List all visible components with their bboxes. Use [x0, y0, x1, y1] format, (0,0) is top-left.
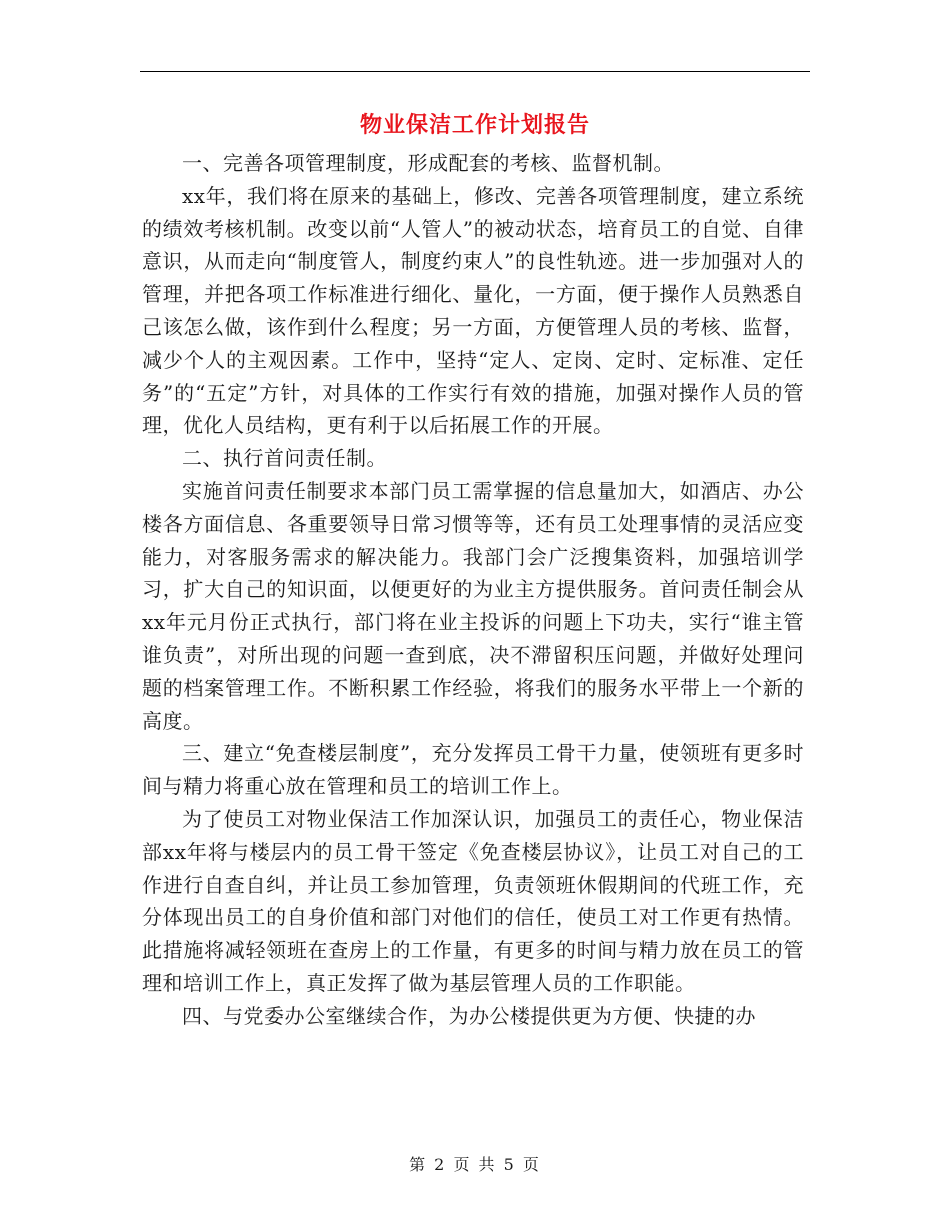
section-heading-2: 二、执行首问责任制。	[182, 446, 387, 471]
body-paragraph-2: 实施首问责任制要求本部门员工需掌握的信息量加大，如酒店、办公楼各方面信息、各重要领导日常习惯等等，还有员工处理事情的灵活应变能力，对客服务需求的解决能力。我部门会广泛搜集资料，加强培训学习，扩大自己的知识面，以便更好的为业主方提供服务。首问责任制会从xx年元月份正式执行，部门将在业主投诉的问题上下功夫，实行“谁主管谁负责”，对所出现的问题一查到底，决不滞留积压问题，并做好处理问题的档案管理工作。不断积累工作经验，将我们的服务水平带上一个新的高度。	[142, 478, 804, 733]
document-body	[142, 147, 804, 1033]
body-paragraph-3: 为了使员工对物业保洁工作加深认识，加强员工的责任心，物业保洁部xx年将与楼层内的员工骨干签定《免查楼层协议》，让员工对自己的工作进行自查自纠，并让员工参加管理，负责领班休假期间的代班工作，充分体现出员工的自身价值和部门对他们的信任，使员工对工作更有热情。此措施将减轻领班在查房上的工作量，有更多的时间与精力放在员工的管理和培训工作上，真正发挥了做为基层管理人员的工作职能。	[142, 806, 804, 995]
section-heading-4: 四、与党委办公室继续合作，为办公楼提供更为方便、快捷的办	[182, 1003, 756, 1028]
document-title: 物业保洁工作计划报告	[359, 112, 590, 138]
section-heading-3: 三、建立“免查楼层制度”，充分发挥员工骨干力量，使领班有更多时间与精力将重心放在管理和员工的培训工作上。	[142, 741, 804, 799]
body-paragraph-1: xx年，我们将在原来的基础上，修改、完善各项管理制度，建立系统的绩效考核机制。改变以前“人管人”的被动状态，培育员工的自觉、自律意识，从而走向“制度管人，制度约束人”的良性轨迹。进一步加强对人的管理，并把各项工作标准进行细化、量化，一方面，便于操作人员熟悉自己该怎么做，该作到什么程度；另一方面，方便管理人员的考核、监督，减少个人的主观因素。工作中，坚持“定人、定岗、定时、定标准、定任务”的“五定”方针，对具体的工作实行有效的措施，加强对操作人员的管理，优化人员结构，更有利于以后拓展工作的开展。	[142, 183, 804, 438]
section-heading-1: 一、完善各项管理制度，形成配套的考核、监督机制。	[182, 151, 674, 175]
page-number: 第 2 页 共 5 页	[409, 1155, 541, 1174]
header-rule	[140, 71, 810, 72]
